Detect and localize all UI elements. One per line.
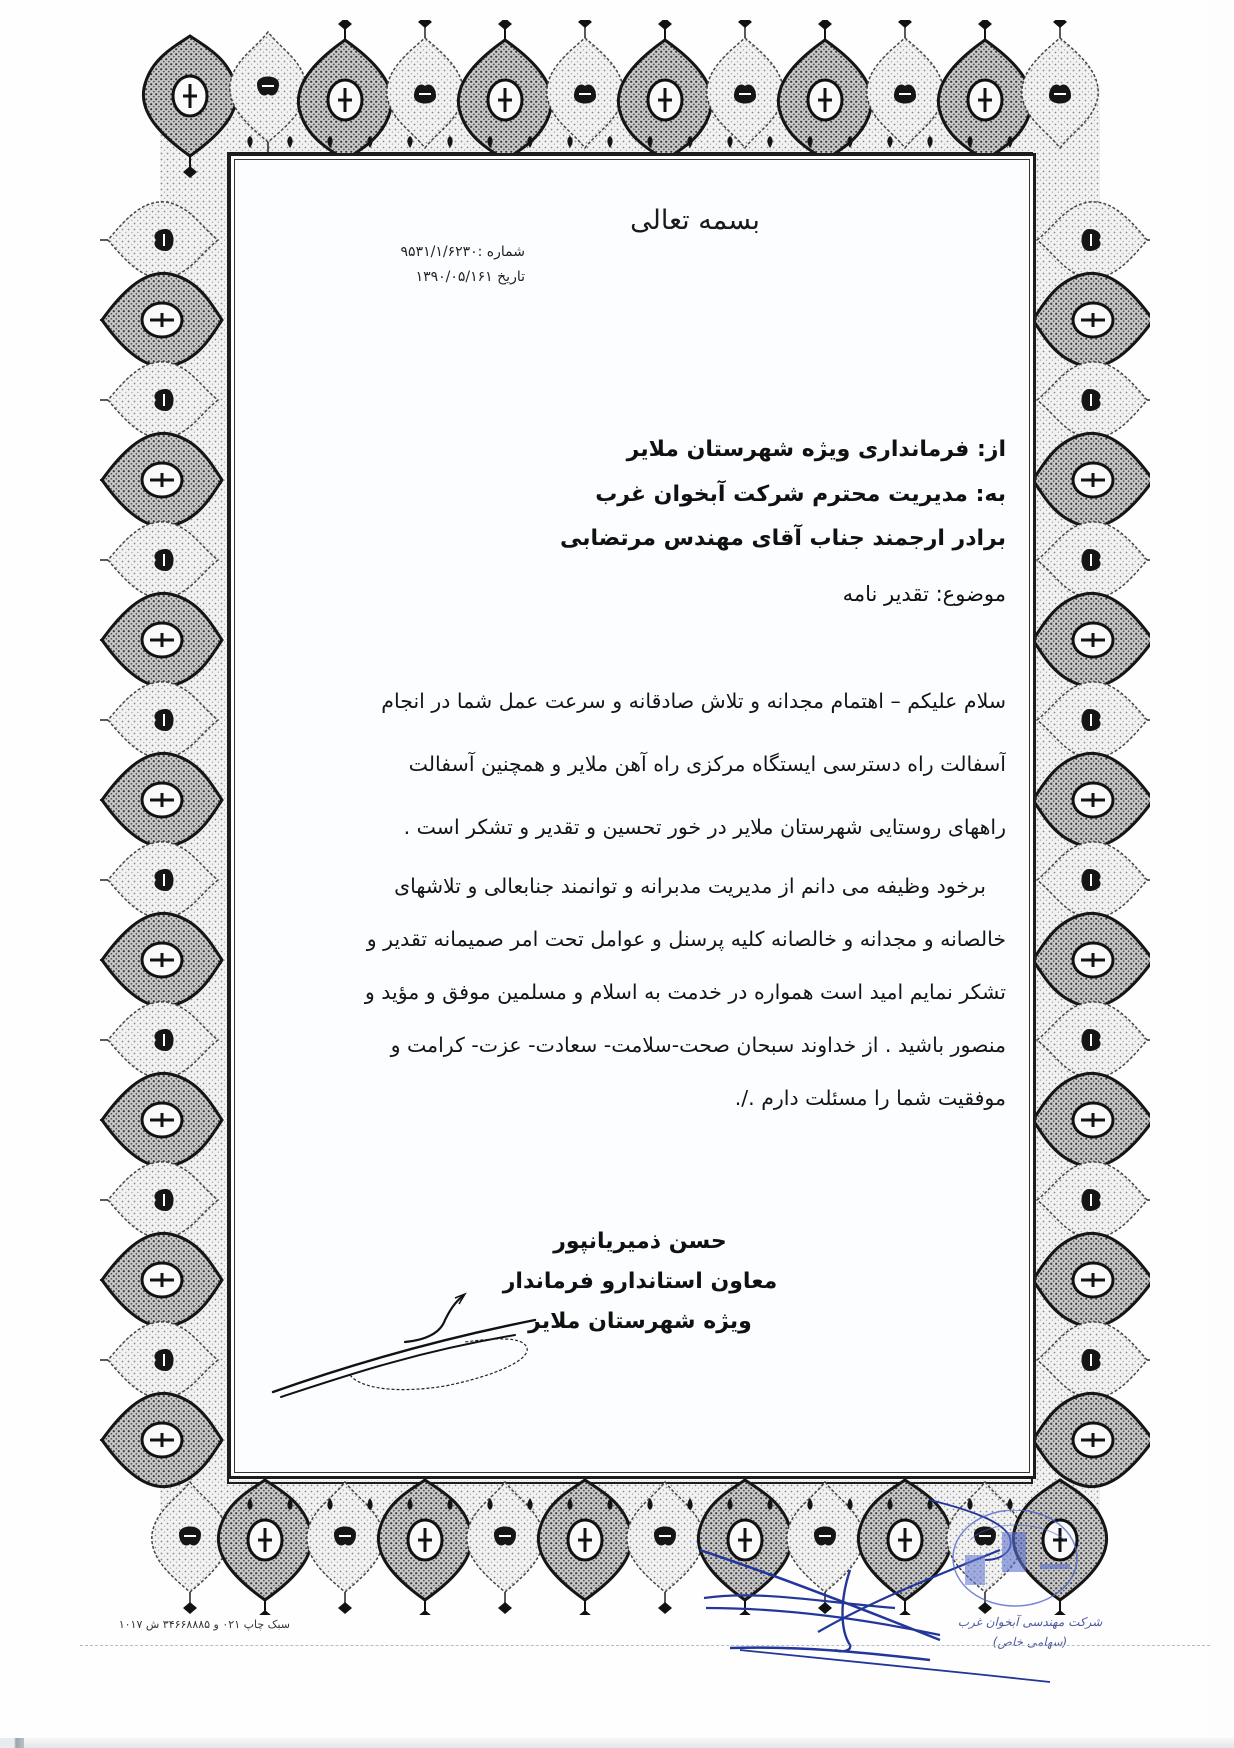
invocation-heading: بسمه تعالی (630, 205, 760, 236)
from-label: از: (976, 437, 1006, 462)
to-label: به: (975, 481, 1006, 507)
reference-block (345, 240, 525, 290)
date-label: تاریخ (497, 269, 525, 285)
address-block (540, 428, 1006, 562)
scan-rule-line (80, 1645, 1210, 1646)
signatory-office: ویژه شهرستان ملایر (528, 1309, 752, 1334)
body-paragraph-1 (293, 670, 1006, 859)
date-value: ۱۳۹۰/۰۵/۱۶۱ (415, 269, 493, 285)
from-line (540, 428, 1006, 473)
signatory-title: معاون استاندارو فرماندار (502, 1269, 778, 1294)
reference-number-label: شماره : (477, 244, 525, 260)
to-value: مدیریت محترم شرکت آبخوان غرب (595, 481, 968, 507)
date-row (345, 265, 525, 290)
stamp-line-1: شرکت مهندسی آبخوان غرب (957, 1615, 1103, 1629)
body-line: تشکر نمایم امید است همواره در خدمت به اسلام و مسلمین موفق و مؤید و (364, 980, 1006, 1004)
company-stamp (940, 1510, 1090, 1624)
reference-number-row (345, 240, 525, 265)
body-line: خالصانه و مجدانه و خالصانه کلیه پرسنل و عوامل تحت امر صمیمانه تقدیر و (366, 927, 1006, 951)
subject-value: تقدیر نامه (842, 582, 929, 606)
stamp-text (955, 1612, 1105, 1652)
handwritten-signature (265, 1290, 565, 1414)
to-line (540, 473, 1006, 518)
reference-number: ۹۵۳۱/۱/۶۲۳۰ (400, 244, 478, 260)
addressee-line: برادر ارجمند جناب آقای مهندس مرتضابی (559, 526, 1006, 551)
signatory-name: حسن ذمیریانپور (553, 1229, 727, 1254)
body-line: راههای روستایی شهرستان ملایر در خور تحسین و تقدیر و تشکر است . (403, 815, 1006, 839)
subject-line (700, 582, 1006, 606)
body-paragraph-2 (293, 860, 1006, 1125)
printer-imprint: سبک چاپ ۰۲۱ و ۳۴۶۶۸۸۸۵ ش ۱۰۱۷ (118, 1618, 290, 1631)
from-value: فرمانداری ویژه شهرستان ملایر (626, 437, 970, 462)
body-line: آسفالت راه دسترسی ایستگاه مرکزی راه آهن ملایر و همچنین آسفالت (408, 752, 1006, 776)
stamp-line-2: (سهامی خاص) (992, 1635, 1068, 1649)
body-line: موفقیت شما را مسئلت دارم ./. (734, 1086, 1006, 1110)
body-line: سلام علیکم – اهتمام مجدانه و تلاش صادقانه و سرعت عمل شما در انجام (381, 689, 1006, 713)
body-line: برخود وظیفه می دانم از مدیریت مدبرانه و توانمند جنابعالی و تلاشهای (394, 874, 986, 898)
scan-edge-bottom (24, 1738, 1234, 1748)
subject-label: موضوع: (935, 582, 1006, 606)
body-line: منصور باشید . از خداوند سبحان صحت-سلامت- سعادت- عزت- کرامت و (390, 1033, 1006, 1057)
